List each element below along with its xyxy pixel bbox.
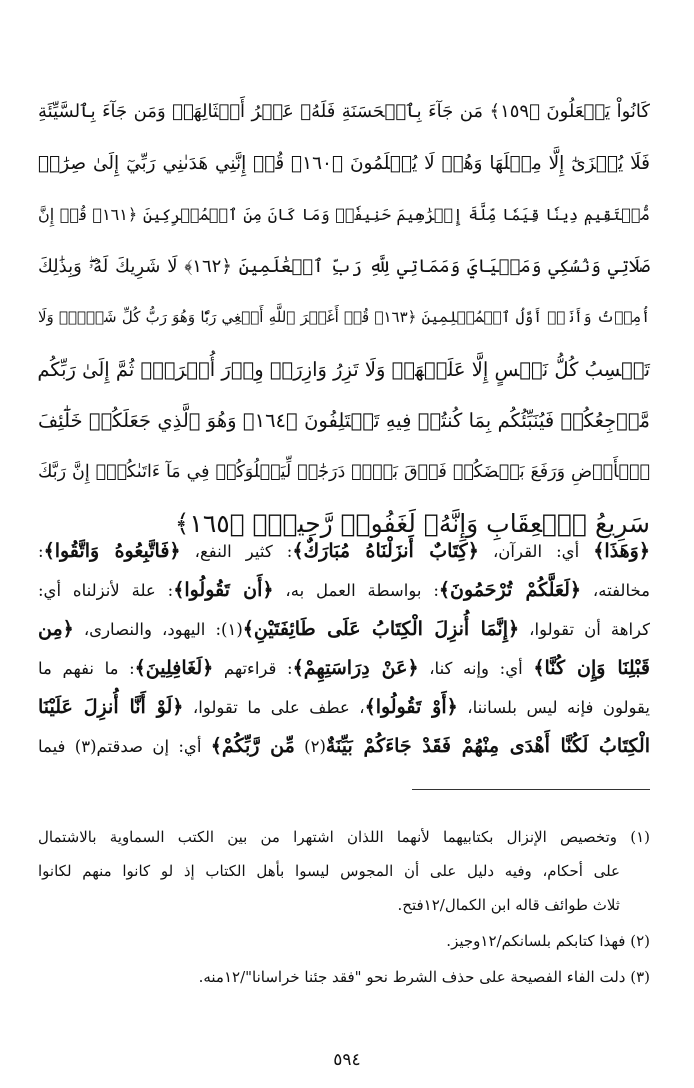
page-number: ٥٩٤	[333, 1050, 361, 1070]
commentary-text: أي: إن صدقتم(٣) فيما	[38, 737, 211, 756]
quoted-verse: ﴿أَن تَقُولُوا﴾	[173, 579, 274, 601]
quran-line: مُّسۡتَقِيمٖ دِينٗا قِيَمٗا مِّلَّةَ إِبۡرَٰهِيمَ حَنِيفٗاۚ وَمَا كَانَ مِنَ ٱلۡمُشۡرِكِينَ ﴿١٦١﴾ قُلۡ إِنَّ	[38, 205, 651, 224]
tafsir-line	[38, 688, 650, 727]
quran-line: مَّرۡجِعُكُمۡ فَيُنَبِّئُكُم بِمَا كُنتُمۡ فِيهِ تَخۡتَلِفُونَ ﴿١٦٤﴾ وَهُوَ ٱلَّذِي جَعَلَكُمۡ خَلَٰٓئِفَ	[38, 409, 650, 432]
tafsir-line	[38, 727, 650, 766]
footnote-line: على أحكام، وفيه دليل على أن المجوس ليسوا بأهل الكتاب إذ لو كانوا منهم لكانوا	[38, 862, 620, 880]
quran-text-block	[38, 86, 650, 550]
quoted-verse: ﴿عَنْ دِرَاسَتِهِمْ﴾	[292, 657, 419, 679]
footnote-line: (٣) دلت الفاء الفصيحة على حذف الشرط نحو "فقد جئنا خراسانا"/١٢منه.	[198, 968, 650, 986]
tafsir-line	[38, 649, 650, 688]
quoted-verse: ﴿إِنَّمَا أُنزِلَ الْكِتَابُ عَلَى طَائِفَتَيْنِ﴾	[242, 618, 520, 640]
quran-line: سَرِيعُ ٱلۡعِقَابِ وَإِنَّهُۥ لَغَفُورٞ رَّحِيمُۢ ﴿١٦٥﴾	[174, 509, 650, 538]
commentary-text: : قراءتهم	[213, 659, 293, 678]
commentary-text: (١): اليهود، والنصارى،	[73, 620, 243, 639]
quoted-verse: ﴿أَوْ تَقُولُوا﴾	[364, 696, 458, 718]
quran-line: صَلَاتِي وَنُسُكِي وَمَحۡيَايَ وَمَمَاتِي لِلَّهِ رَبِّ ٱلۡعَٰلَمِينَ ﴿١٦٢﴾ لَا شَرِيكَ لَهُۥۖ وَبِذَٰلِكَ	[38, 255, 650, 277]
quran-line: كَانُواْ يَفۡعَلُونَ ﴿١٥٩﴾ مَن جَآءَ بِٱلۡحَسَنَةِ فَلَهُۥ عَشۡرُ أَمۡثَالِهَاۖ وَمَن جَآءَ بِٱلسَّيِّئَةِ	[38, 101, 650, 122]
tafsir-line	[38, 532, 650, 571]
footnote-separator	[412, 789, 650, 790]
commentary-text: يقولون فإنه ليس بلساننا،	[457, 698, 650, 717]
commentary-text: أي: وإنه كنا،	[418, 659, 534, 678]
quran-line: تَكۡسِبُ كُلُّ نَفۡسٍ إِلَّا عَلَيۡهَاۚ وَلَا تَزِرُ وَازِرَةٞ وِزۡرَ أُخۡرَىٰۚ ثُمَّ إِلَىٰ رَبِّكُم	[37, 357, 650, 381]
quran-line: أُمِرۡتُ وَأَنَا۠ أَوَّلُ ٱلۡمُسۡلِمِينَ ﴿١٦٣﴾ قُلۡ أَغَيۡرَ ٱللَّهِ أَبۡغِي رَبّٗا وَهُوَ رَبُّ كُلِّ شَيۡءٖۚ وَلَا	[38, 308, 650, 326]
tafsir-line	[38, 571, 650, 610]
quoted-verse: الْكِتَابُ لَكُنَّا أَهْدَى مِنْهُمْ فَقَدْ جَاءَكُمْ بَيِّنَةٌ	[325, 735, 650, 757]
commentary-text: ، عطف على ما تقولوا،	[183, 698, 365, 717]
commentary-text: : بواسطة العمل به،	[273, 581, 439, 600]
commentary-text: أي: القرآن،	[478, 542, 594, 561]
footnotes-block	[38, 826, 650, 1000]
footnote-line: ثلاث طوائف قاله ابن الكمال/١٢فتح.	[397, 896, 620, 914]
tafsir-commentary-block	[38, 532, 650, 766]
quran-line: فَلَا يُجۡزَىٰٓ إِلَّا مِثۡلَهَا وَهُمۡ لَا يُظۡلَمُونَ ﴿١٦٠﴾ قُلۡ إِنَّنِي هَدَىٰنِي رَبِّيٓ إِلَىٰ صِرَٰطٖ	[38, 152, 650, 174]
quoted-verse: ﴿لَغَافِلِينَ﴾	[134, 657, 214, 679]
quoted-verse: ﴿وَهَذَا﴾	[593, 540, 650, 562]
commentary-text: : كثير النفع،	[180, 542, 293, 561]
quoted-verse: ﴿لَوْ أَنَّا أُنزِلَ عَلَيْنَا	[38, 696, 184, 718]
commentary-text: (٢)	[294, 737, 326, 756]
quoted-verse: مِّن رَّبِّكُمْ﴾	[210, 735, 295, 757]
quran-line: ٱلۡأَرۡضِ وَرَفَعَ بَعۡضَكُمۡ فَوۡقَ بَعۡضٖ دَرَجَٰتٖ لِّيَبۡلُوَكُمۡ فِي مَآ ءَاتَىٰكُمۡۗ إِنَّ رَبَّكَ	[38, 461, 650, 482]
commentary-text: كراهة أن تقولوا،	[519, 620, 650, 639]
footnote-line: (٢) فهذا كتابكم بلسانكم/١٢وجيز.	[446, 932, 650, 950]
commentary-text: : علة لأنزلناه أي:	[38, 581, 174, 600]
commentary-text: : ما نفهم ما	[38, 659, 135, 678]
quoted-verse: ﴿مِن	[38, 618, 74, 640]
quoted-verse: ﴿فَاتَّبِعُوهُ وَاتَّقُوا﴾	[43, 540, 181, 562]
quoted-verse: ﴿لَعَلَّكُمْ تُرْحَمُونَ﴾	[438, 579, 582, 601]
footnote-line: (١) وتخصيص الإنزال بكتابيهما لأنهما اللذان اشتهرا من بين الكتب السماوية بالاشتمال	[38, 828, 650, 846]
quoted-verse: قَبْلِنَا وَإِن كُنَّا﴾	[533, 657, 651, 679]
quoted-verse: ﴿كِتَابٌ أَنزَلْنَاهُ مُبَارَكٌ﴾	[292, 540, 479, 562]
commentary-text: مخالفته،	[581, 581, 650, 600]
tafsir-line	[38, 610, 650, 649]
commentary-text: :	[38, 542, 44, 561]
